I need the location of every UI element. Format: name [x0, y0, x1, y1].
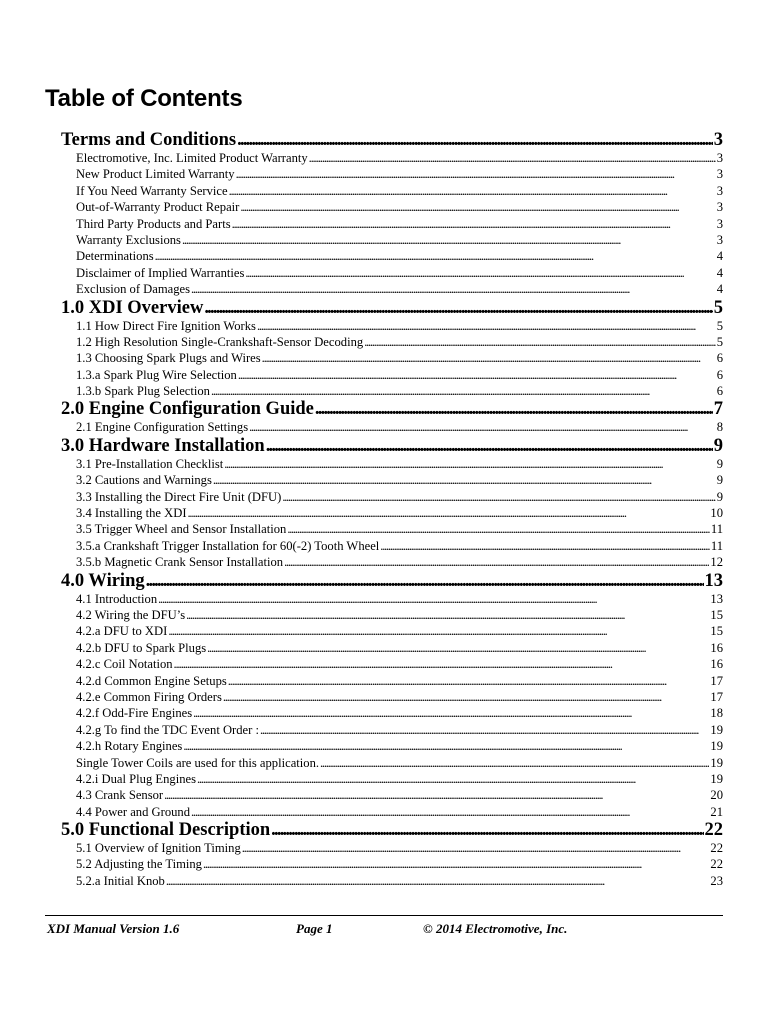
toc-section-entry[interactable] [61, 130, 723, 150]
toc-subsection-entry[interactable] [76, 281, 723, 297]
toc-entry-title: 3.3 Installing the Direct Fire Unit (DFU) [76, 489, 282, 504]
toc-subsection-entry[interactable] [76, 640, 723, 656]
toc-dot-leader [191, 804, 709, 820]
toc-page-number: 6 [716, 384, 723, 399]
toc-entry-title: 1.3.a Spark Plug Wire Selection [76, 367, 237, 382]
toc-subsection-entry[interactable] [76, 689, 723, 705]
toc-page-number: 11 [710, 522, 723, 537]
toc-entry-title: 4.2 Wiring the DFU’s [76, 607, 186, 622]
toc-page-number: 12 [710, 555, 723, 570]
toc-dot-leader [228, 673, 710, 689]
toc-subsection-entry[interactable] [76, 216, 723, 232]
toc-subsection-entry[interactable] [76, 334, 723, 350]
toc-dot-leader [287, 521, 710, 537]
toc-page-number: 19 [710, 771, 723, 786]
toc-subsection-entry[interactable] [76, 538, 723, 554]
toc-subsection-entry[interactable] [76, 840, 723, 856]
toc-page-number: 4 [716, 249, 723, 264]
toc-entry-title: 2.1 Engine Configuration Settings [76, 420, 249, 435]
toc-page-number: 17 [710, 673, 723, 688]
toc-page-number: 6 [716, 367, 723, 382]
toc-dot-leader [229, 183, 716, 199]
toc-page-number: 9 [716, 473, 723, 488]
toc-entry-title: 4.2.d Common Engine Setups [76, 673, 227, 688]
toc-subsection-entry[interactable] [76, 150, 723, 166]
footer-copyright: © 2014 Electromotive, Inc. [423, 921, 568, 936]
toc-page-number: 22 [710, 841, 723, 856]
toc-dot-leader [193, 705, 709, 721]
toc-page-number: 5 [716, 334, 723, 349]
toc-dot-leader [257, 318, 716, 334]
toc-section-entry[interactable] [61, 820, 723, 840]
toc-page-number: 16 [710, 640, 723, 655]
toc-entry-title: 2.0 Engine Configuration Guide [61, 399, 314, 420]
toc-entry-title: 4.2.a DFU to XDI [76, 624, 168, 639]
toc-dot-leader [213, 472, 716, 488]
toc-subsection-entry[interactable] [76, 607, 723, 623]
toc-entry-title: 3.5.b Magnetic Crank Sensor Installation [76, 555, 284, 570]
toc-subsection-entry[interactable] [76, 656, 723, 672]
toc-subsection-entry[interactable] [76, 856, 723, 872]
toc-page-number: 3 [716, 200, 723, 215]
toc-dot-leader [146, 571, 704, 591]
toc-dot-leader [271, 820, 703, 840]
toc-entry-title: Third Party Products and Parts [76, 216, 231, 231]
toc-entry-title: 5.2.a Initial Knob [76, 873, 165, 888]
toc-page-number: 17 [710, 689, 723, 704]
toc-subsection-entry[interactable] [76, 383, 723, 399]
toc-page-number: 19 [710, 755, 723, 770]
toc-section-entry[interactable] [61, 436, 723, 456]
toc-dot-leader [249, 419, 716, 435]
toc-page-number: 9 [713, 435, 723, 456]
toc-subsection-entry[interactable] [76, 456, 723, 472]
toc-subsection-entry[interactable] [76, 705, 723, 721]
toc-entry-title: If You Need Warranty Service [76, 183, 228, 198]
toc-dot-leader [364, 334, 716, 350]
toc-entry-title: 1.3.b Spark Plug Selection [76, 384, 210, 399]
toc-page-number: 20 [710, 788, 723, 803]
toc-dot-leader [266, 436, 713, 456]
toc-page-number: 19 [710, 739, 723, 754]
toc-entry-title: Terms and Conditions [61, 130, 237, 150]
toc-dot-leader [224, 456, 715, 472]
toc-entry-title: 4.2.c Coil Notation [76, 657, 173, 672]
footer-manual-version: XDI Manual Version 1.6 [47, 921, 180, 936]
toc-entry-title: 3.4 Installing the XDI [76, 506, 187, 521]
toc-dot-leader [197, 771, 709, 787]
toc-subsection-entry[interactable] [76, 166, 723, 182]
toc-subsection-entry[interactable] [76, 318, 723, 334]
toc-page-number: 13 [704, 570, 723, 591]
toc-dot-leader [155, 248, 716, 264]
page-title: Table of Contents [45, 85, 243, 112]
toc-dot-leader [204, 298, 712, 318]
toc-page-number: 3 [716, 232, 723, 247]
toc-page-number: 23 [710, 873, 723, 888]
toc-subsection-entry[interactable] [76, 787, 723, 803]
toc-entry-title: 4.2.f Odd-Fire Engines [76, 706, 193, 721]
toc-dot-leader [203, 856, 709, 872]
toc-page-number: 19 [710, 722, 723, 737]
toc-dot-leader [309, 150, 716, 166]
toc-dot-leader [207, 640, 709, 656]
toc-dot-leader [238, 367, 716, 383]
toc-dot-leader [211, 383, 716, 399]
toc-page-number: 5 [713, 297, 723, 318]
footer-page-number: Page 1 [296, 921, 333, 936]
toc-entry-title: Determinations [76, 249, 154, 264]
toc-subsection-entry[interactable] [76, 521, 723, 537]
toc-subsection-entry[interactable] [76, 804, 723, 820]
toc-page-number: 9 [716, 489, 723, 504]
toc-page-number: 3 [716, 183, 723, 198]
toc-dot-leader [282, 489, 715, 505]
toc-page-number: 21 [710, 804, 723, 819]
toc-subsection-entry[interactable] [76, 673, 723, 689]
toc-subsection-entry[interactable] [76, 873, 723, 889]
toc-page-number: 10 [710, 506, 723, 521]
toc-page-number: 15 [710, 607, 723, 622]
toc-subsection-entry[interactable] [76, 199, 723, 215]
toc-page-number: 6 [716, 351, 723, 366]
toc-section-entry[interactable] [61, 571, 723, 591]
toc-entry-title: 1.0 XDI Overview [61, 297, 204, 318]
toc-page-number: 3 [716, 151, 723, 165]
toc-entry-title: 4.2.b DFU to Spark Plugs [76, 640, 207, 655]
toc-dot-leader [168, 623, 709, 639]
toc-dot-leader [315, 399, 713, 419]
toc-entry-title: 4.3 Crank Sensor [76, 788, 164, 803]
toc-subsection-entry[interactable] [76, 472, 723, 488]
toc-page-number: 4 [716, 282, 723, 297]
toc-dot-leader [237, 130, 713, 150]
toc-subsection-entry[interactable] [76, 505, 723, 521]
toc-subsection-entry[interactable] [76, 183, 723, 199]
toc-dot-leader [380, 538, 710, 554]
toc-entry-title: 1.1 How Direct Fire Ignition Works [76, 318, 256, 333]
toc-entry-title: Single Tower Coils are used for this application. [76, 755, 320, 770]
toc-entry-title: 4.2.h Rotary Engines [76, 739, 183, 754]
toc-entry-title: 3.5 Trigger Wheel and Sensor Installation [76, 522, 287, 537]
toc-entry-title: New Product Limited Warranty [76, 167, 235, 182]
toc-dot-leader [166, 873, 710, 889]
toc-page-number: 7 [713, 399, 723, 420]
toc-entry-title: 5.1 Overview of Ignition Timing [76, 841, 241, 856]
toc-dot-leader [262, 350, 716, 366]
toc-dot-leader [242, 840, 710, 856]
toc-subsection-entry[interactable] [76, 419, 723, 435]
toc-entry-title: 1.2 High Resolution Single-Crankshaft-Sensor Decoding [76, 334, 364, 349]
toc-entry-title: Electromotive, Inc. Limited Product Warranty [76, 151, 308, 165]
toc-entry-title: 3.2 Cautions and Warnings [76, 473, 212, 488]
toc-entry-title: Exclusion of Damages [76, 282, 191, 297]
toc-subsection-entry[interactable] [76, 232, 723, 248]
toc-page-number: 18 [710, 706, 723, 721]
toc-subsection-entry[interactable] [76, 623, 723, 639]
toc-entry-title: 3.0 Hardware Installation [61, 435, 265, 456]
toc-dot-leader [186, 607, 709, 623]
toc-entry-title: 4.0 Wiring [61, 570, 145, 591]
toc-dot-leader [182, 232, 716, 248]
toc-page-number: 3 [713, 130, 723, 150]
toc-page-number: 15 [710, 624, 723, 639]
toc-entry-title: 5.2 Adjusting the Timing [76, 857, 202, 872]
toc-subsection-entry[interactable] [76, 489, 723, 505]
toc-entry-title: Disclaimer of Implied Warranties [76, 265, 245, 280]
toc-dot-leader [260, 722, 709, 738]
toc-dot-leader [245, 265, 715, 281]
toc-page-number: 13 [710, 591, 723, 606]
toc-entry-title: Warranty Exclusions [76, 232, 181, 247]
toc-subsection-entry[interactable] [76, 265, 723, 281]
toc-dot-leader [320, 755, 709, 771]
toc-page-number: 22 [704, 820, 723, 841]
toc-dot-leader [183, 738, 709, 754]
toc-entry-title: 4.4 Power and Ground [76, 804, 191, 819]
footer-divider [45, 915, 723, 916]
toc-subsection-entry[interactable] [76, 350, 723, 366]
toc-dot-leader [158, 591, 709, 607]
toc-section-entry[interactable] [61, 298, 723, 318]
toc-dot-leader [236, 166, 716, 182]
toc-entry-title: Out-of-Warranty Product Repair [76, 200, 240, 215]
toc-page-number: 5 [716, 318, 723, 333]
toc-dot-leader [223, 689, 710, 705]
toc-dot-leader [188, 505, 710, 521]
toc-page-number: 4 [716, 265, 723, 280]
toc-subsection-entry[interactable] [76, 367, 723, 383]
toc-page-number: 11 [710, 538, 723, 553]
toc-entry-title: 1.3 Choosing Spark Plugs and Wires [76, 351, 261, 366]
toc-entry-title: 4.2.i Dual Plug Engines [76, 771, 196, 786]
toc-entry-title: 4.1 Introduction [76, 591, 158, 606]
toc-page-number: 3 [716, 216, 723, 231]
toc-page-number: 9 [716, 456, 723, 471]
toc-subsection-entry[interactable] [76, 771, 723, 787]
toc-page-number: 16 [710, 657, 723, 672]
toc-subsection-entry[interactable] [76, 248, 723, 264]
toc-subsection-entry[interactable] [76, 591, 723, 607]
toc-dot-leader [164, 787, 709, 803]
toc-subsection-entry[interactable] [76, 738, 723, 754]
toc-dot-leader [191, 281, 716, 297]
toc-dot-leader [232, 216, 716, 232]
toc-page-number: 8 [716, 420, 723, 435]
toc-entry-title: 3.1 Pre-Installation Checklist [76, 456, 224, 471]
toc-dot-leader [284, 554, 709, 570]
toc-section-entry[interactable] [61, 399, 723, 419]
toc-subsection-entry[interactable] [76, 722, 723, 738]
toc-entry-title: 3.5.a Crankshaft Trigger Installation for 60(-2) Tooth Wheel [76, 538, 380, 553]
toc-page-number: 22 [710, 857, 723, 872]
toc-dot-leader [174, 656, 710, 672]
toc-entry-title: 5.0 Functional Description [61, 820, 271, 841]
toc-dot-leader [240, 199, 715, 215]
toc-subsection-entry[interactable] [76, 755, 723, 771]
toc-entry-title: 4.2.g To find the TDC Event Order : [76, 722, 259, 737]
toc-page-number: 3 [716, 167, 723, 182]
table-of-contents [0, 130, 768, 889]
toc-entry-title: 4.2.e Common Firing Orders [76, 689, 222, 704]
toc-subsection-entry[interactable] [76, 554, 723, 570]
